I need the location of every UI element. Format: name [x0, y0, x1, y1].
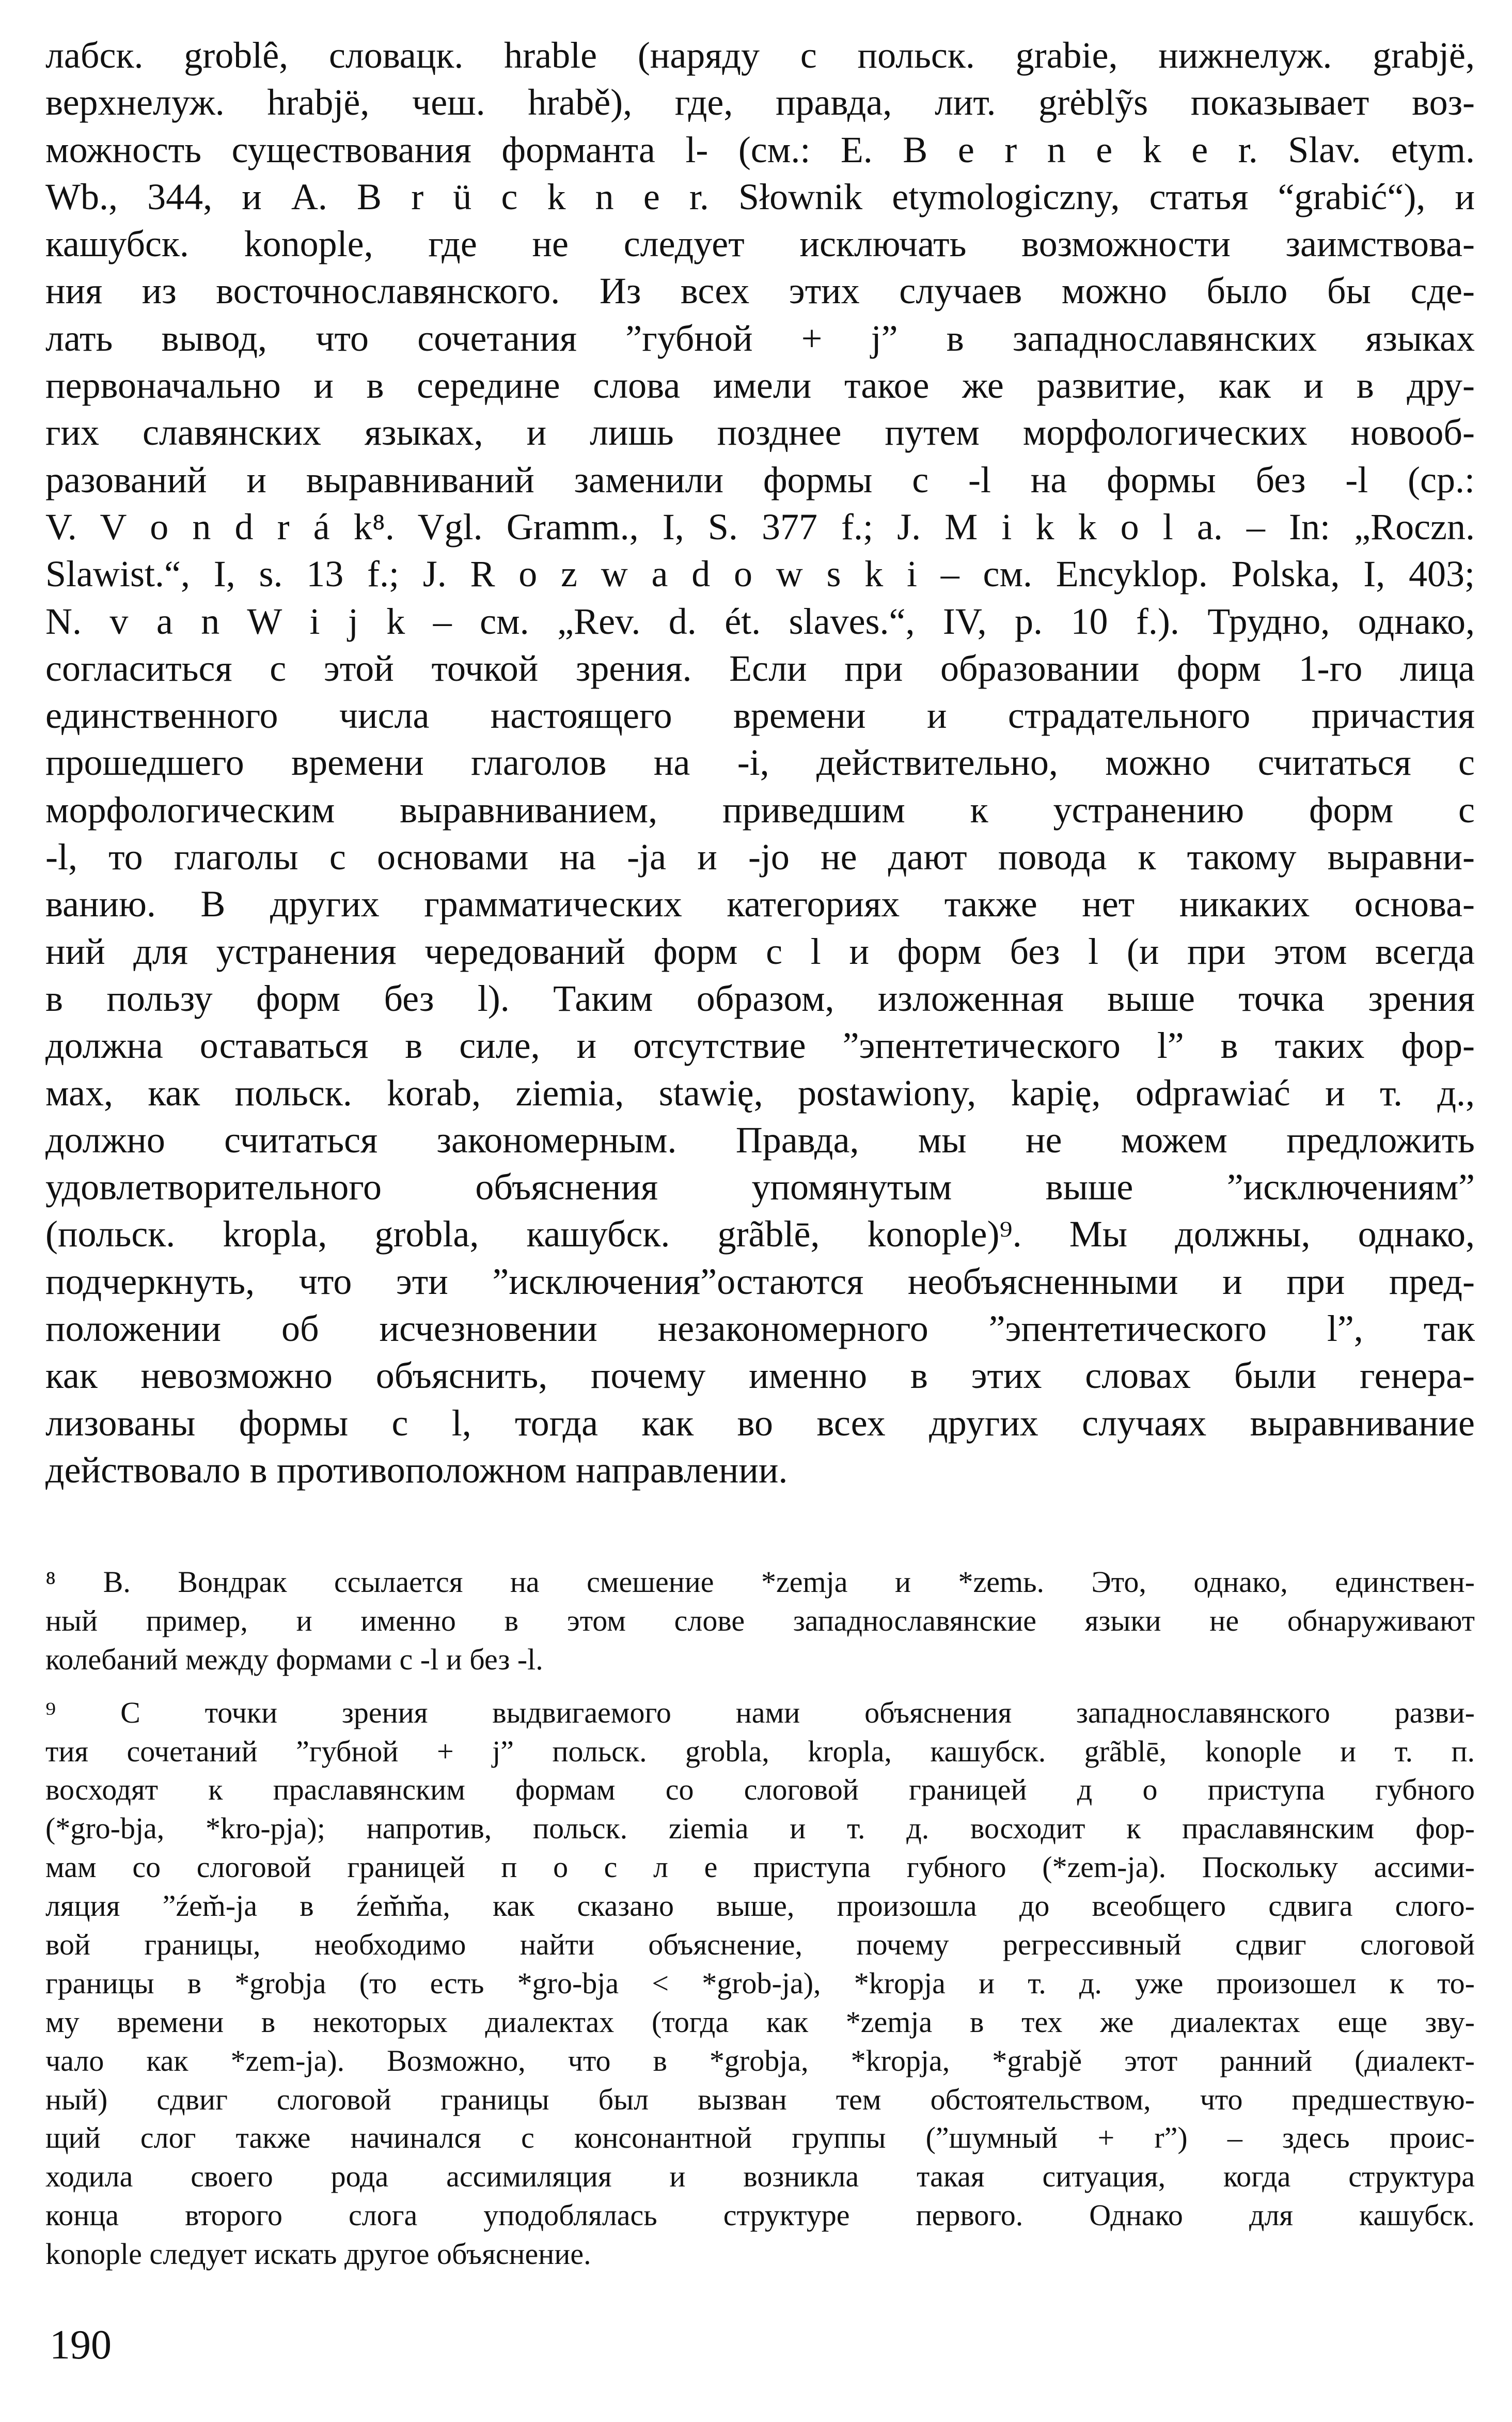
footnote-line: колебаний между формами с -l и без -l. — [45, 1642, 543, 1676]
body-line: верхнелуж. hrabjë, чеш. hrabě), где, правда, лит. grėblỹs показывает воз- — [45, 82, 1475, 123]
body-line: должна оставаться в силе, и отсутствие ”эпентетического l” в таких фор- — [45, 1025, 1475, 1067]
footnote-line: му времени в некоторых диалектах (тогда как *zemja в тех же диалектах еще зву- — [45, 2005, 1475, 2039]
footnote-8 — [45, 1563, 1475, 1679]
body-line: -l, то глаголы с основами на -ja и -jo не дают повода к такому выравни- — [45, 836, 1475, 878]
footnote-gap — [45, 1679, 1475, 1694]
footnote-line: konople следует искать другое объяснение. — [45, 2237, 591, 2271]
footnote-line: ходила своего рода ассимиляция и возникла такая ситуация, когда структура — [45, 2160, 1475, 2194]
body-line: как невозможно объяснить, почему именно в этих словах были генера- — [45, 1355, 1475, 1397]
footnote-line: мам со слоговой границей п о с л е приступа губного (*zem-ja). Поскольку ассими- — [45, 1850, 1475, 1884]
body-line: Slawist.“, I, s. 13 f.; J. R o z w a d o w s k i – см. Encyklop. Polska, I, 403; — [45, 553, 1475, 595]
footnote-9 — [45, 1694, 1475, 2274]
footnote-line: ⁸ В. Вондрак ссылается на смешение *zemja и *zemь. Это, однако, единствен- — [45, 1565, 1475, 1599]
body-line: положении об исчезновении незакономерного ”эпентетического l”, так — [45, 1308, 1475, 1350]
body-line: можность существования форманта l- (см.: E. B e r n e k e r. Slav. etym. — [45, 129, 1475, 170]
body-line: гих славянских языках, и лишь позднее путем морфологических новооб- — [45, 412, 1475, 454]
footnote-line: щий слог также начинался с консонантной группы (”шумный + r”) – здесь проис- — [45, 2121, 1475, 2155]
body-line: N. v a n W i j k – см. „Rev. d. ét. slaves.“, IV, p. 10 f.). Трудно, однако, — [45, 600, 1475, 642]
footnote-line: восходят к праславянским формам со слоговой границей д о приступа губного — [45, 1773, 1475, 1807]
body-line: кашубск. konople, где не следует исключать возможности заимствова- — [45, 223, 1475, 265]
footnote-line: ный пример, и именно в этом слове западнославянские языки не обнаруживают — [45, 1603, 1475, 1637]
body-line: Wb., 344, и A. B r ü c k n e r. Słownik etymologiczny, статья “grabić“), и — [45, 176, 1475, 217]
body-line: удовлетворительного объяснения упомянутым выше ”исключениям” — [45, 1166, 1475, 1208]
footnote-line: тия сочетаний ”губной + j” польск. grobla, kropla, кашубск. grãblē, konople и т. п. — [45, 1734, 1475, 1768]
body-line: разований и выравниваний заменили формы с -l на формы без -l (ср.: — [45, 459, 1475, 501]
body-line: единственного числа настоящего времени и страдательного причастия — [45, 695, 1475, 737]
body-line: действовало в противоположном направлении. — [45, 1449, 788, 1491]
body-line: морфологическим выравниванием, приведшим к устранению форм с — [45, 789, 1475, 831]
page-number: 190 — [50, 2322, 112, 2368]
body-line: подчеркнуть, что эти ”исключения”остаются необъясненными и при пред- — [45, 1260, 1475, 1302]
body-line: лать вывод, что сочетания ”губной + j” в западнославянских языках — [45, 317, 1475, 359]
body-line: ния из восточнославянского. Из всех этих случаев можно было бы сде- — [45, 270, 1475, 312]
body-line: первоначально и в середине слова имели такое же развитие, как и в дру- — [45, 365, 1475, 407]
footnote-line: (*gro-bja, *kro-pja); напротив, польск. ziemia и т. д. восходит к праславянским фор- — [45, 1811, 1475, 1846]
body-line: ванию. В других грамматических категориях также нет никаких основа- — [45, 883, 1475, 925]
body-line: ний для устранения чередований форм с l и форм без l (и при этом всегда — [45, 930, 1475, 972]
body-line: мах, как польск. korab, ziemia, stawię, postawiony, kapię, odprawiać и т. д., — [45, 1072, 1475, 1114]
body-line: в пользу форм без l). Таким образом, изложенная выше точка зрения — [45, 977, 1475, 1019]
body-line: V. V o n d r á k⁸. Vgl. Gramm., I, S. 377 f.; J. M i k k o l a. – In: „Roczn. — [45, 506, 1475, 548]
body-line: должно считаться закономерным. Правда, мы не можем предложить — [45, 1119, 1475, 1161]
footnote-line: ⁹ С точки зрения выдвигаемого нами объяснения западнославянского разви- — [45, 1695, 1475, 1729]
footnote-line: вой границы, необходимо найти объяснение, почему регрессивный сдвиг слоговой — [45, 1928, 1475, 1962]
footnote-line: границы в *grobja (то есть *gro-bja < *grob-ja), *kropja и т. д. уже произошел к то- — [45, 1966, 1475, 2000]
body-line: лабск. groblê, словацк. hrable (наряду с польск. grabie, нижнелуж. grabjë, — [45, 35, 1475, 76]
body-line: (польск. kropla, grobla, кашубск. grãblē, konople)⁹. Мы должны, однако, — [45, 1213, 1475, 1255]
footnotes — [45, 1563, 1475, 2274]
footnote-line: конца второго слога уподоблялась структуре первого. Однако для кашубск. — [45, 2198, 1475, 2232]
body-line: лизованы формы с l, тогда как во всех других случаях выравнивание — [45, 1402, 1475, 1444]
body-text — [45, 32, 1475, 1494]
footnote-line: ный) сдвиг слоговой границы был вызван тем обстоятельством, что предшествую- — [45, 2082, 1475, 2116]
body-line: согласиться с этой точкой зрения. Если при образовании форм 1-го лица — [45, 647, 1475, 689]
body-line: прошедшего времени глаголов на -i, действительно, можно считаться с — [45, 742, 1475, 784]
footnote-line: ляция ”źem̆-ja в źem̆m̆a, как сказано выше, произошла до всеобщего сдвига слого- — [45, 1889, 1475, 1923]
footnote-line: чало как *zem-ja). Возможно, что в *grobja, *kropja, *grabjě этот ранний (диалект- — [45, 2043, 1475, 2077]
